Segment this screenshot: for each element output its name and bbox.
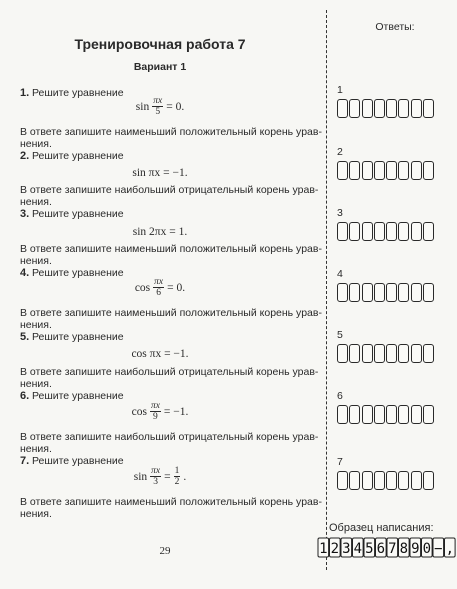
task-2-instruction: В ответе запишите наибольший отрицательный корень урав- [20,184,319,196]
answer-cell[interactable] [398,405,409,424]
sample-char: 8 [399,541,409,557]
answer-1-boxes[interactable] [337,99,435,120]
task-5-instruction: В ответе запишите наибольший отрицательный корень урав- [20,366,319,378]
task-7-equation: sin $\frac{\pi x}{3}$ = $\frac{1}{2}$ . [133,466,187,487]
answer-5-boxes[interactable] [337,344,435,365]
task-4-header: 4. Решите уравнение [20,267,124,279]
answer-cell[interactable] [337,471,348,490]
answer-cell[interactable] [349,99,360,118]
answer-3-boxes[interactable] [337,222,435,243]
answer-cell[interactable] [337,344,348,363]
task-7-header: 7. Решите уравнение [20,455,124,467]
sample-char: 0 [422,541,432,557]
answer-4-number: 4 [337,268,343,280]
answer-7-number: 7 [337,456,343,468]
task-2-instruction-cont: нения. [20,196,52,208]
answer-cell[interactable] [362,471,373,490]
task-5-equation: cos πx = −1. [131,348,189,360]
answer-cell[interactable] [349,161,360,180]
answer-cell[interactable] [349,344,360,363]
task-6-instruction-cont: нения. [20,443,52,455]
task-4-instruction-cont: нения. [20,319,52,331]
answer-cell[interactable] [411,161,422,180]
answer-cell[interactable] [423,222,434,241]
answers-title: Ответы: [375,21,415,33]
answer-cell[interactable] [337,161,348,180]
task-1-header: 1. Решите уравнение [20,87,124,99]
answer-cell[interactable] [337,405,348,424]
task-1-instruction-cont: нения. [20,138,52,150]
answer-3-number: 3 [337,207,343,219]
sample-char: 9 [411,541,420,557]
answer-cell[interactable] [362,283,373,302]
sample-char: 5 [365,541,374,557]
answer-cell[interactable] [374,405,385,424]
answer-5-number: 5 [337,329,343,341]
task-4-equation: cos $\frac{\pi x}{6}$ = 0. [134,277,186,298]
sample-char: − [434,541,443,557]
answer-cell[interactable] [349,471,360,490]
task-6-instruction: В ответе запишите наибольший отрицательный корень урав- [20,431,319,443]
answer-cell[interactable] [423,405,434,424]
answer-4-boxes[interactable] [337,283,435,304]
answer-cell[interactable] [374,471,385,490]
answer-cell[interactable] [411,222,422,241]
answer-cell[interactable] [374,283,385,302]
answer-cell[interactable] [423,344,434,363]
answer-cell[interactable] [423,161,434,180]
answer-cell[interactable] [398,344,409,363]
sample-label: Образец написания: [329,522,434,534]
sample-handwriting [317,537,457,558]
answer-cell[interactable] [398,471,409,490]
page-number: 29 [159,545,171,557]
sample-char: 4 [353,541,363,557]
answer-cell[interactable] [423,99,434,118]
answer-cell[interactable] [386,161,397,180]
answer-cell[interactable] [411,283,422,302]
answer-cell[interactable] [349,405,360,424]
task-7-instruction-cont: нения. [20,508,52,520]
answer-cell[interactable] [374,344,385,363]
answer-cell[interactable] [386,344,397,363]
answer-cell[interactable] [398,161,409,180]
task-3-instruction: В ответе запишите наименьший положительный корень урав- [20,243,322,255]
task-1-instruction: В ответе запишите наименьший положительный корень урав- [20,126,322,138]
page-title: Тренировочная работа 7 [74,36,246,52]
answer-cell[interactable] [349,283,360,302]
answer-cell[interactable] [386,405,397,424]
answer-cell[interactable] [398,283,409,302]
answer-cell[interactable] [374,222,385,241]
answer-6-number: 6 [337,390,343,402]
task-6-header: 6. Решите уравнение [20,390,124,402]
answer-6-boxes[interactable] [337,405,435,426]
answer-cell[interactable] [374,99,385,118]
sample-char: 6 [376,541,386,557]
answer-cell[interactable] [411,471,422,490]
answer-cell[interactable] [362,161,373,180]
task-3-header: 3. Решите уравнение [20,208,124,220]
answer-cell[interactable] [398,99,409,118]
sample-char: 3 [342,541,351,557]
cut-line [326,10,327,570]
sample-char: 1 [319,541,328,557]
answer-2-number: 2 [337,146,343,158]
task-1-equation: sin $\frac{\pi x}{5}$ = 0. [135,96,185,117]
answer-cell[interactable] [337,283,348,302]
sample-char: , [445,541,455,557]
answer-cell[interactable] [411,99,422,118]
answer-cell[interactable] [398,222,409,241]
answer-1-number: 1 [337,84,343,96]
answer-cell[interactable] [362,99,373,118]
task-2-equation: sin πx = −1. [132,167,188,179]
answer-cell[interactable] [386,222,397,241]
answer-cell[interactable] [411,405,422,424]
sample-char: 7 [388,541,397,557]
answer-2-boxes[interactable] [337,161,435,182]
answer-cell[interactable] [386,471,397,490]
answer-cell[interactable] [411,344,422,363]
variant-label: Вариант 1 [133,61,187,73]
task-5-instruction-cont: нения. [20,378,52,390]
sample-char: 2 [330,541,340,557]
answer-cell[interactable] [362,344,373,363]
task-7-instruction: В ответе запишите наименьший положительный корень урав- [20,496,322,508]
answer-7-boxes[interactable] [337,471,435,492]
answer-cell[interactable] [362,222,373,241]
task-3-instruction-cont: нения. [20,255,52,267]
answer-cell[interactable] [386,99,397,118]
task-5-header: 5. Решите уравнение [20,331,124,343]
task-3-equation: sin 2πx = 1. [132,226,188,238]
answer-cell[interactable] [337,222,348,241]
answer-cell[interactable] [386,283,397,302]
answer-cell[interactable] [423,283,434,302]
task-2-header: 2. Решите уравнение [20,150,124,162]
task-6-equation: cos $\frac{\pi x}{9}$ = −1. [131,401,189,422]
answer-cell[interactable] [337,99,348,118]
answer-cell[interactable] [362,405,373,424]
answer-cell[interactable] [374,161,385,180]
answer-cell[interactable] [349,222,360,241]
task-4-instruction: В ответе запишите наименьший положительный корень урав- [20,307,322,319]
answer-cell[interactable] [423,471,434,490]
